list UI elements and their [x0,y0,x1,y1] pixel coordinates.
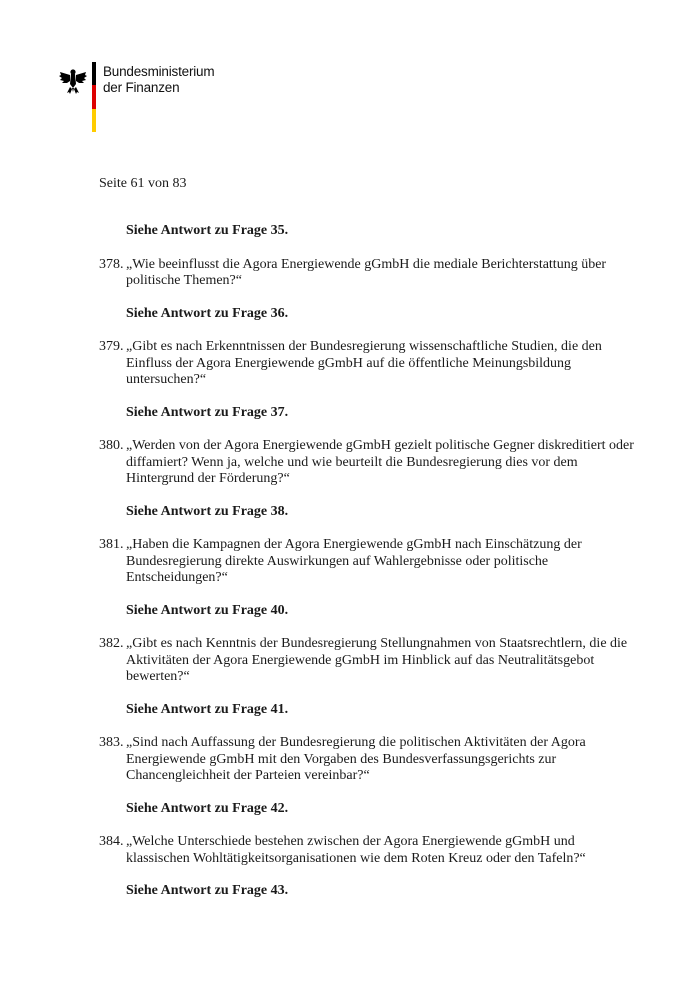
question-item [99,834,639,867]
ministry-name [103,64,214,96]
answer-reference: Siehe Antwort zu Frage 42. [126,800,289,816]
question-item [99,257,639,290]
ministry-name-line2: der Finanzen [103,80,180,95]
question-item [99,537,639,587]
question-item [99,438,639,488]
question-number: 379. [99,339,124,354]
answer-reference: Siehe Antwort zu Frage 35. [126,223,289,238]
question-text: „Welche Unterschiede bestehen zwischen der Agora Energiewende gGmbH und klassischen Wohltätigkeitsorganisationen wie dem Roten Kreuz oder den Tafeln?“ [126,834,586,866]
question-number: 378. [99,256,124,272]
question-item [99,636,639,686]
answer-reference: Siehe Antwort zu Frage 38. [126,503,289,519]
question-text: „Sind nach Auffassung der Bundesregierung die politischen Aktivitäten der Agora Energiewende gGmbH mit den Vorgaben des Bundesverfassungsgerichts zur Chancengleichheit der Parteien vereinbar?“ [126,735,586,783]
question-text: „Wie beeinflusst die Agora Energiewende gGmbH die mediale Berichterstattung über politische Themen?“ [126,256,607,288]
answer-reference: Siehe Antwort zu Frage 41. [126,701,289,717]
question-text: „Gibt es nach Kenntnis der Bundesregierung Stellungnahmen von Staatsrechtlern, die die Aktivitäten der Agora Energiewende gGmbH im Hinblick auf das Neutralitätsgebot bewerten?“ [126,636,628,684]
question-number: 381. [99,537,124,552]
page-number: Seite 61 von 83 [99,176,187,191]
ministry-logo [58,62,218,134]
question-text: „Gibt es nach Erkenntnissen der Bundesregierung wissenschaftliche Studien, die den Einfluss der Agora Energiewende gGmbH auf die öffentliche Meinungsbildung untersuchen?“ [126,339,602,387]
answer-reference: Siehe Antwort zu Frage 43. [126,883,289,898]
answer-reference: Siehe Antwort zu Frage 40. [126,602,289,618]
question-number: 383. [99,735,124,750]
question-number: 380. [99,438,124,453]
federal-eagle-icon [58,66,88,96]
answer-reference: Siehe Antwort zu Frage 36. [126,305,289,321]
ministry-name-line1: Bundesministerium [103,64,215,79]
flag-bar [92,62,96,132]
question-number: 382. [99,636,124,651]
question-item [99,339,639,389]
question-text: „Werden von der Agora Energiewende gGmbH gezielt politische Gegner diskreditiert oder diffamiert? Wenn ja, welche und wie beurteilt die Bundesregierung dies vor dem Hintergrund der Förderung?“ [126,438,634,486]
question-item [99,735,639,785]
answer-reference: Siehe Antwort zu Frage 37. [126,404,289,420]
question-text: „Haben die Kampagnen der Agora Energiewende gGmbH nach Einschätzung der Bundesregierung direkte Auswirkungen auf Wahlergebnisse oder politische Entscheidungen?“ [126,537,582,585]
question-number: 384. [99,834,124,849]
document-body [99,223,639,917]
